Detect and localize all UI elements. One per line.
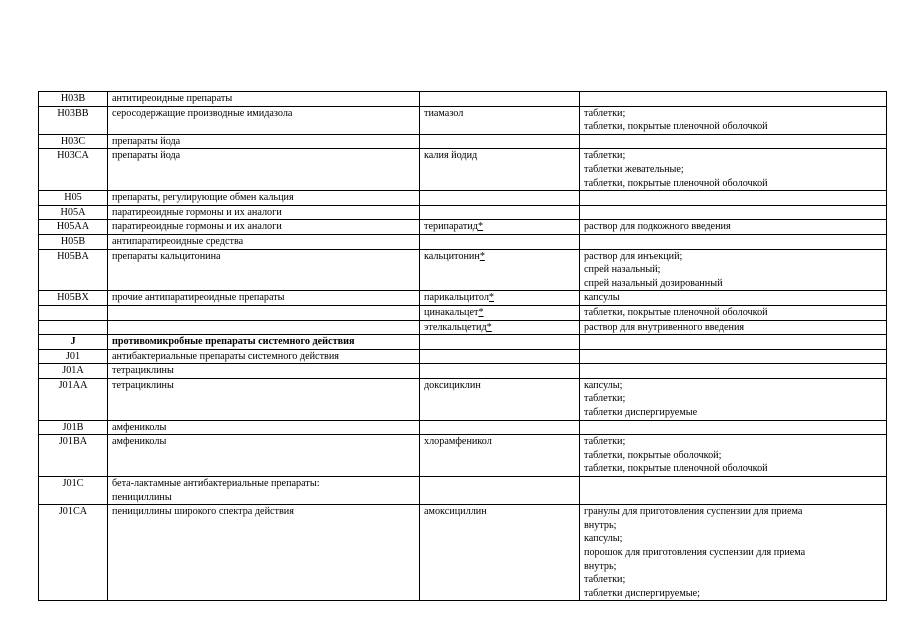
drug-name-cell bbox=[420, 364, 580, 379]
dosage-form-cell bbox=[580, 335, 887, 350]
table-row bbox=[39, 220, 887, 235]
dosage-form-cell bbox=[580, 191, 887, 206]
table-row bbox=[39, 106, 887, 134]
drug-name-cell bbox=[420, 305, 580, 320]
group-name-line: пенициллины bbox=[112, 491, 172, 503]
asterisk-mark: * bbox=[479, 250, 485, 262]
atc-code-cell bbox=[39, 92, 108, 107]
dosage-form-line: таблетки, покрытые пленочной оболочкой bbox=[584, 306, 768, 318]
dosage-form-line: таблетки; bbox=[584, 436, 626, 448]
dosage-form-line: таблетки; bbox=[584, 150, 626, 162]
drug-name-line: терипаратид* bbox=[424, 221, 484, 233]
dosage-form-cell bbox=[580, 134, 887, 149]
drug-name-cell bbox=[420, 291, 580, 306]
atc-code: H05BA bbox=[57, 250, 89, 262]
drug-name-cell bbox=[420, 420, 580, 435]
drug-name-cell bbox=[420, 320, 580, 335]
group-name-line: антипаратиреоидные средства bbox=[112, 235, 244, 247]
dosage-form-line: таблетки, покрытые оболочкой; bbox=[584, 449, 722, 461]
group-name-line: антибактериальные препараты системного действия bbox=[112, 350, 339, 362]
atc-code-cell bbox=[39, 305, 108, 320]
dosage-form-line: таблетки; bbox=[584, 574, 626, 586]
atc-code-cell bbox=[39, 134, 108, 149]
dosage-form-line: гранулы для приготовления суспензии для приема bbox=[584, 506, 803, 518]
group-name-line: препараты йода bbox=[112, 150, 181, 162]
atc-code-cell bbox=[39, 234, 108, 249]
asterisk-mark: * bbox=[488, 292, 495, 304]
dosage-form-cell bbox=[580, 378, 887, 420]
dosage-form-cell bbox=[580, 220, 887, 235]
group-name-cell bbox=[108, 349, 420, 364]
drug-name-cell bbox=[420, 205, 580, 220]
drug-classification-table bbox=[38, 91, 887, 601]
atc-code: H03C bbox=[60, 135, 86, 147]
drug-name-cell bbox=[420, 134, 580, 149]
drug-name-cell bbox=[420, 249, 580, 291]
drug-name-line: кальцитонин* bbox=[424, 250, 485, 262]
atc-code-cell bbox=[39, 191, 108, 206]
atc-code-cell bbox=[39, 420, 108, 435]
drug-name-line: амоксициллин bbox=[424, 506, 487, 518]
group-name-cell bbox=[108, 435, 420, 477]
drug-name-cell bbox=[420, 149, 580, 191]
group-name-cell bbox=[108, 420, 420, 435]
group-name-cell bbox=[108, 364, 420, 379]
dosage-form-line: внутрь; bbox=[584, 519, 617, 531]
atc-code-cell bbox=[39, 335, 108, 350]
atc-code: H05AA bbox=[56, 221, 90, 233]
table-row bbox=[39, 505, 887, 601]
dosage-form-line: таблетки диспергируемые; bbox=[584, 587, 700, 599]
group-name-cell bbox=[108, 305, 420, 320]
table-row bbox=[39, 420, 887, 435]
group-name-line: паратиреоидные гормоны и их аналоги bbox=[112, 221, 282, 233]
atc-code-cell bbox=[39, 477, 108, 505]
group-name-cell bbox=[108, 335, 420, 350]
dosage-form-line: таблетки, покрытые пленочной оболочкой bbox=[584, 463, 768, 475]
group-name-line: прочие антипаратиреоидные препараты bbox=[112, 292, 285, 304]
dosage-form-line: таблетки жевательные; bbox=[584, 163, 684, 175]
table-row bbox=[39, 435, 887, 477]
atc-code-cell bbox=[39, 149, 108, 191]
atc-code: J01A bbox=[62, 365, 84, 377]
dosage-form-cell bbox=[580, 291, 887, 306]
dosage-form-cell bbox=[580, 205, 887, 220]
atc-code: H05A bbox=[60, 206, 86, 218]
group-name-cell bbox=[108, 205, 420, 220]
atc-code-cell bbox=[39, 435, 108, 477]
atc-code-cell bbox=[39, 320, 108, 335]
group-name-line: серосодержащие производные имидазола bbox=[112, 107, 293, 119]
atc-code: H05B bbox=[60, 235, 86, 247]
dosage-form-cell bbox=[580, 477, 887, 505]
dosage-form-line: раствор для инъекций; bbox=[584, 250, 683, 262]
group-name-line: антитиреоидные препараты bbox=[112, 93, 233, 104]
group-name-cell bbox=[108, 234, 420, 249]
dosage-form-cell bbox=[580, 249, 887, 291]
group-name-cell bbox=[108, 505, 420, 601]
dosage-form-cell bbox=[580, 420, 887, 435]
table-row bbox=[39, 149, 887, 191]
drug-name-line: парикальцитол* bbox=[424, 292, 495, 304]
atc-code: J01AA bbox=[58, 379, 88, 391]
atc-code: H03BB bbox=[57, 107, 89, 119]
atc-code: J bbox=[70, 336, 76, 348]
drug-name-cell bbox=[420, 92, 580, 107]
drug-name-line: этелкальцетид* bbox=[424, 321, 492, 333]
table-row bbox=[39, 205, 887, 220]
group-name-cell bbox=[108, 134, 420, 149]
dosage-form-line: раствор для подкожного введения bbox=[584, 221, 731, 233]
table-row bbox=[39, 291, 887, 306]
asterisk-mark: * bbox=[477, 221, 484, 233]
atc-code: H03CA bbox=[57, 150, 89, 162]
group-name-cell bbox=[108, 378, 420, 420]
dosage-form-line: раствор для внутривенного введения bbox=[584, 321, 745, 333]
drug-name-line: цинакальцет* bbox=[424, 306, 484, 318]
group-name-line: препараты кальцитонина bbox=[112, 250, 221, 262]
table-body bbox=[39, 92, 887, 601]
group-name-cell bbox=[108, 320, 420, 335]
group-name-cell bbox=[108, 106, 420, 134]
table-row bbox=[39, 191, 887, 206]
atc-code-cell bbox=[39, 378, 108, 420]
dosage-form-line: таблетки, покрытые пленочной оболочкой bbox=[584, 177, 768, 189]
dosage-form-line: таблетки; bbox=[584, 393, 626, 405]
atc-code: H05 bbox=[64, 192, 82, 204]
atc-code-cell bbox=[39, 505, 108, 601]
drug-name-cell bbox=[420, 106, 580, 134]
drug-name-cell bbox=[420, 378, 580, 420]
dosage-form-cell bbox=[580, 505, 887, 601]
group-name-line: амфениколы bbox=[112, 421, 167, 433]
table-row bbox=[39, 92, 887, 107]
dosage-form-line: таблетки диспергируемые bbox=[584, 407, 698, 419]
dosage-form-cell bbox=[580, 320, 887, 335]
drug-name-cell bbox=[420, 505, 580, 601]
atc-code: J01C bbox=[62, 478, 84, 490]
dosage-form-cell bbox=[580, 92, 887, 107]
drug-name-cell bbox=[420, 335, 580, 350]
group-name-line: препараты, регулирующие обмен кальция bbox=[112, 192, 294, 204]
dosage-form-cell bbox=[580, 364, 887, 379]
dosage-form-line: внутрь; bbox=[584, 560, 617, 572]
group-name-line: паратиреоидные гормоны и их аналоги bbox=[112, 206, 282, 218]
atc-code: J01 bbox=[65, 350, 81, 362]
drug-name-line: хлорамфеникол bbox=[424, 436, 492, 448]
drug-name-cell bbox=[420, 477, 580, 505]
drug-name-cell bbox=[420, 234, 580, 249]
dosage-form-line: спрей назальный; bbox=[584, 264, 661, 276]
atc-code-cell bbox=[39, 364, 108, 379]
group-name-line: тетрациклины bbox=[112, 379, 174, 391]
table-row bbox=[39, 378, 887, 420]
table-row bbox=[39, 134, 887, 149]
dosage-form-line: таблетки; bbox=[584, 107, 626, 119]
group-name-cell bbox=[108, 291, 420, 306]
dosage-form-cell bbox=[580, 149, 887, 191]
atc-code-cell bbox=[39, 249, 108, 291]
dosage-form-line: спрей назальный дозированный bbox=[584, 277, 723, 289]
dosage-form-line: капсулы; bbox=[584, 533, 623, 545]
dosage-form-cell bbox=[580, 435, 887, 477]
dosage-form-cell bbox=[580, 349, 887, 364]
atc-code-cell bbox=[39, 220, 108, 235]
group-name-line: амфениколы bbox=[112, 436, 167, 448]
group-name-line: препараты йода bbox=[112, 135, 181, 147]
asterisk-mark: * bbox=[486, 321, 492, 333]
dosage-form-cell bbox=[580, 106, 887, 134]
atc-code: J01BA bbox=[58, 436, 88, 448]
group-name-cell bbox=[108, 249, 420, 291]
group-name-cell bbox=[108, 477, 420, 505]
drug-name-line: калия йодид bbox=[424, 150, 478, 162]
table-row bbox=[39, 349, 887, 364]
drug-name-cell bbox=[420, 435, 580, 477]
dosage-form-line: капсулы bbox=[584, 292, 620, 304]
table-row bbox=[39, 320, 887, 335]
table-row bbox=[39, 335, 887, 350]
dosage-form-cell bbox=[580, 234, 887, 249]
group-name-cell bbox=[108, 149, 420, 191]
drug-name-line: доксициклин bbox=[424, 379, 481, 391]
table-row bbox=[39, 305, 887, 320]
atc-code: J01CA bbox=[58, 506, 88, 518]
atc-code-cell bbox=[39, 205, 108, 220]
atc-code: H05BX bbox=[57, 292, 89, 304]
group-name-line: бета-лактамные антибактериальные препараты: bbox=[112, 478, 320, 490]
atc-code-cell bbox=[39, 106, 108, 134]
drug-name-line: тиамазол bbox=[424, 107, 464, 119]
table-row bbox=[39, 234, 887, 249]
table-row bbox=[39, 477, 887, 505]
group-name-cell bbox=[108, 191, 420, 206]
group-name-line: тетрациклины bbox=[112, 365, 174, 377]
dosage-form-line: порошок для приготовления суспензии для приема bbox=[584, 547, 806, 558]
group-name-cell bbox=[108, 220, 420, 235]
drug-name-cell bbox=[420, 220, 580, 235]
dosage-form-cell bbox=[580, 305, 887, 320]
atc-code: J01B bbox=[62, 421, 84, 433]
atc-code-cell bbox=[39, 349, 108, 364]
group-name-line: пенициллины широкого спектра действия bbox=[112, 506, 294, 518]
group-name-line: противомикробные препараты системного действия bbox=[112, 336, 355, 348]
drug-name-cell bbox=[420, 349, 580, 364]
dosage-form-line: капсулы; bbox=[584, 379, 623, 391]
atc-code-cell bbox=[39, 291, 108, 306]
dosage-form-line: таблетки, покрытые пленочной оболочкой bbox=[584, 121, 768, 133]
asterisk-mark: * bbox=[478, 306, 484, 318]
atc-code: H03B bbox=[60, 93, 86, 104]
group-name-cell bbox=[108, 92, 420, 107]
drug-name-cell bbox=[420, 191, 580, 206]
table-row bbox=[39, 364, 887, 379]
table-row bbox=[39, 249, 887, 291]
